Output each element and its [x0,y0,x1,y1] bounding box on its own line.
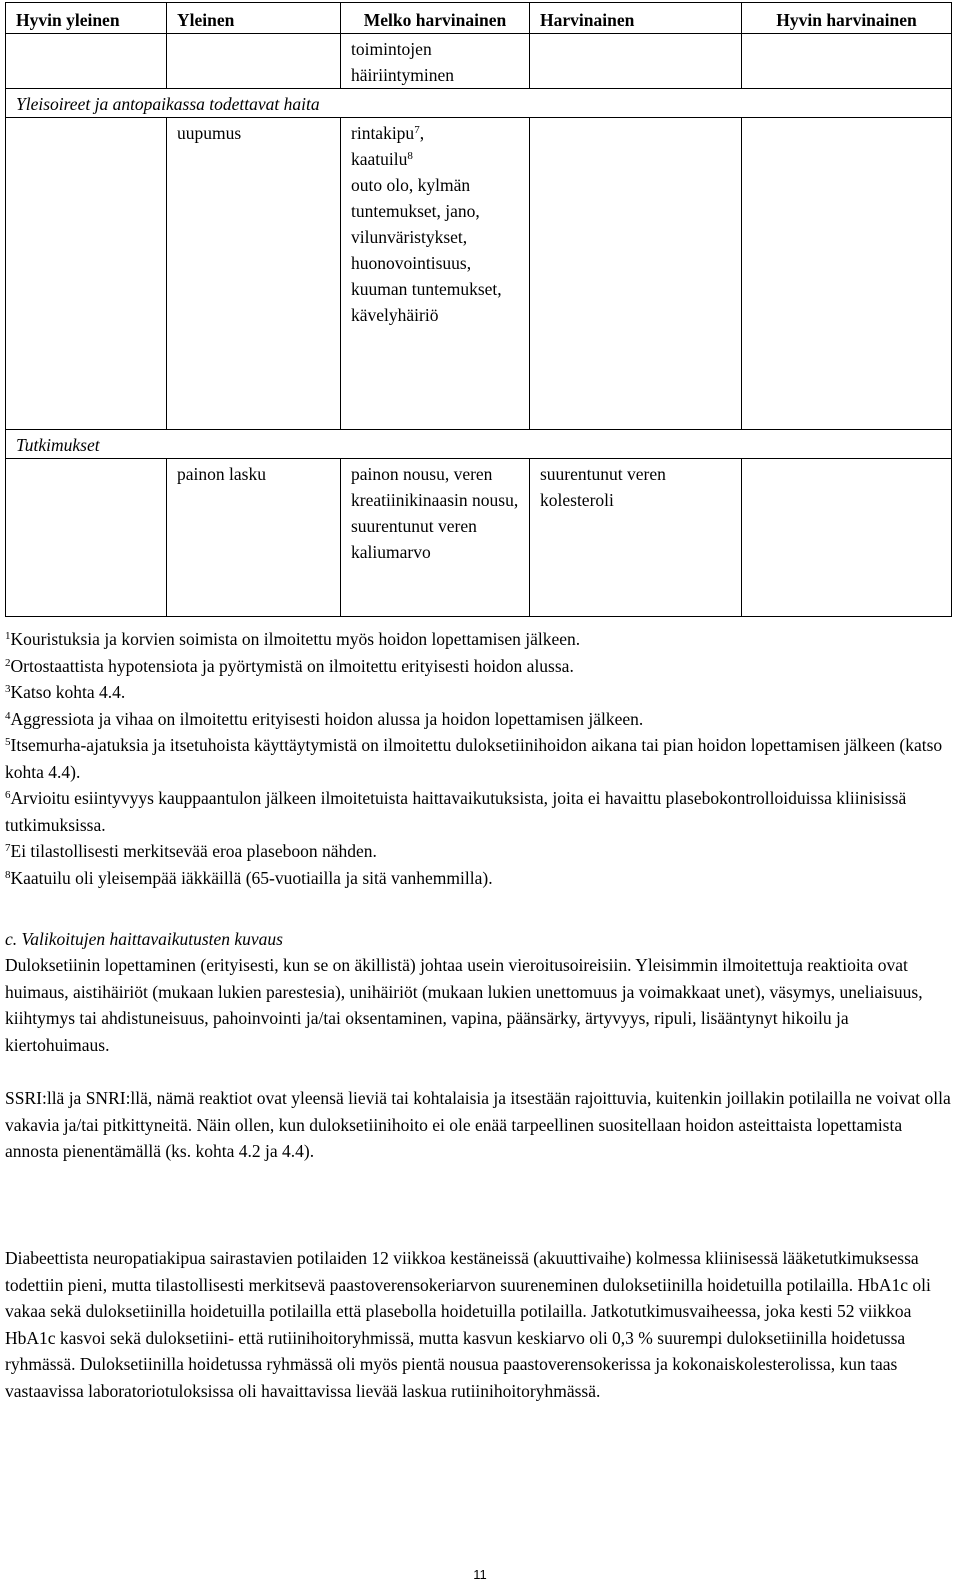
paragraph: SSRI:llä ja SNRI:llä, nämä reaktiot ovat yleensä lieviä tai kohtalaisia ja itsestään rajoittuvia, kuitenkin joillakin potilailla ne voivat olla vakavia ja/tai pitkittyneitä. Näin ollen, kun duloksetiinihoito ei ole enää tarpeellinen suositellaan hoidon asteittaista lopettamista annosta pienentämällä (ks. kohta 4.2 ja 4.4). [5,1088,951,1161]
footnote-ref: 8 [407,150,413,162]
section-row-general [6,89,952,118]
table-cell: painon nousu, veren kreatiinikinaasin nousu, suurentunut veren kaliumarvo [341,459,530,617]
header-uncommon: Melko harvinainen [341,3,530,34]
footnote: $^6$Arvioitu esiintyvyys kauppaantulon jälkeen ilmoitetuista haittavaikutuksista, joita ei havaittu plasebokontrolloiduissa kliinisissä tutkimuksissa. [5,788,907,835]
table-cell: suurentunut veren kolesteroli [530,459,742,617]
footnote: $^3$Katso kohta 4.4. [5,682,126,702]
table-cell [341,118,530,430]
paragraph: Diabeettista neuropatiakipua sairastavien potilaiden 12 viikkoa kestäneissä (akuuttivaihe) kolmessa kliinisessä lääketutkimuksessa todettiin pieni, mutta tilastollisesti merkitsevä paastoverensokeriarvon suureneminen duloksetiinilla hoidetuilla potilailla. HbA1c oli vakaa sekä duloksetiinilla hoidetuilla potilailla että plasebolla hoidetuilla potilailla. Jatkotutkimusvaiheessa, joka kesti 52 viikkoa HbA1c kasvoi sekä duloksetiini- että rutiinihoitoryhmissä, mutta kasvun keskiarvo oli 0,3 % suurempi duloksetiinilla hoidetussa ryhmässä. Duloksetiinilla hoidetussa ryhmässä oli myös pientä nousua paastoverensokerissa ja kokonaiskolesterolissa, kun taas vastaavissa laboratoriotuloksissa oli havaittavissa lievää laskua rutiinihoitoryhmässä. [5,1248,931,1401]
table-header-row [6,3,952,34]
header-common: Yleinen [167,3,341,34]
section-heading-tests: Tutkimukset [6,430,952,459]
cell-text: outo olo, kylmän tuntemukset, jano, vilunväristykset, huonovointisuus, kuuman tuntemukset, kävelyhäiriö [351,175,502,325]
page-number: 11 [473,1567,487,1582]
table-row [6,459,952,617]
header-very-rare: Hyvin harvinainen [742,3,952,34]
footnote: $^1$Kouristuksia ja korvien soimista on ilmoitettu myös hoidon lopettamisen jälkeen. [5,629,581,649]
adverse-effects-table [5,2,952,617]
footnotes [5,626,951,891]
cell-text: rintakipu [351,123,415,143]
footnote: $^7$Ei tilastollisesti merkitsevää eroa plaseboon nähden. [5,841,377,861]
section-heading: c. Valikoitujen haittavaikutusten kuvaus [5,929,283,949]
footnote: $^5$Itsemurha-ajatuksia ja itsetuhoista käyttäytymistä on ilmoitettu duloksetiinihoidon aikana tai pian hoidon lopettamisen jälkeen (katso kohta 4.4). [5,735,943,782]
header-very-common: Hyvin yleinen [6,3,167,34]
section-row-tests [6,430,952,459]
cell-text: , [419,123,425,143]
section-heading-general: Yleisoireet ja antopaikassa todettavat haita [6,89,952,118]
cell-text: kaatuilu [351,149,408,169]
footnote: $^2$Ortostaattista hypotensiota ja pyörtymistä on ilmoitettu erityisesti hoidon alussa. [5,655,574,676]
paragraph: Duloksetiinin lopettaminen (erityisesti, kun se on äkillistä) johtaa usein vieroitusoireisiin. Yleisimmin ilmoitettuja reaktioita ovat huimaus, aistihäiriöt (mukaan lukien parestesia), unihäiriöt (mukaan lukien unettomuus ja voimakkaat unet), väsymys, uneliaisuus, kiihtymys tai ahdistuneisuus, pahoinvointi ja/tai oksentaminen, vapina, päänsärky, ärtyvyys, ripuli, lisääntynyt hikoilu ja kiertohuimaus. [5,955,923,1055]
header-rare: Harvinainen [530,3,742,34]
table-cell: uupumus [167,118,341,430]
footnote: $^8$Kaatuilu oli yleisempää iäkkäillä (65-vuotiailla ja sitä vanhemmilla). [5,867,493,888]
table-cell: painon lasku [167,459,341,617]
table-row [6,34,952,89]
table-cell: toimintojen häiriintyminen [341,34,530,89]
footnote: $^4$Aggressiota ja vihaa on ilmoitettu erityisesti hoidon alussa ja hoidon lopettamisen jälkeen. [5,708,644,729]
table-row [6,118,952,430]
footnote-ref: 7 [414,124,420,136]
